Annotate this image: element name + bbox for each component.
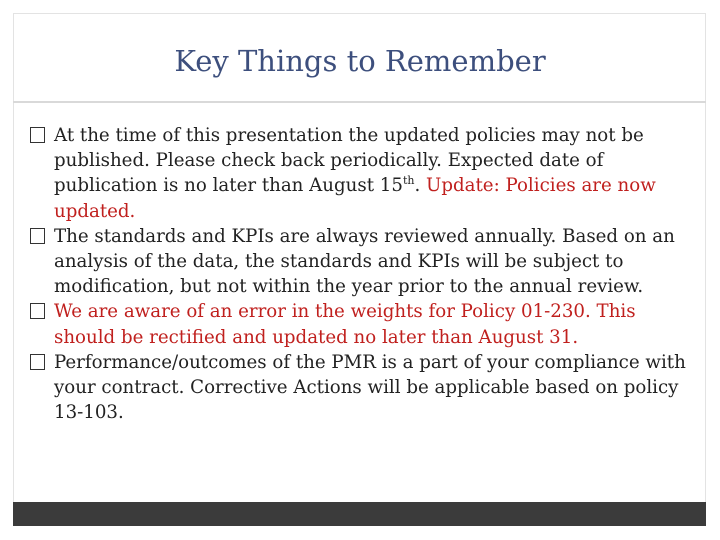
ordinal-suffix: th [402,174,415,188]
hollow-square-bullet-icon [30,303,45,319]
bullet-item-annual-review [30,224,695,300]
bullet-item-pmr-performance [30,350,695,426]
bullet-text: Performance/outcomes of the PMR is a part of your compliance with your contract. Corrective Actions will be applicable based on policy 13-103. [54,351,686,424]
footer-bar [13,502,706,526]
hollow-square-bullet-icon [30,354,45,370]
hollow-square-bullet-icon [30,228,45,244]
bullet-list [30,123,695,425]
bullet-text: At the time of this presentation the updated policies may not be published. Please check back periodically. Expected date of publication is no later than August 15 [54,125,644,197]
bullet-item-weights-error [30,299,695,349]
update-note-red: Update: Policies are now updated. [54,175,656,222]
slide-title: Key Things to Remember [174,44,546,78]
bullet-item-policies-update [30,123,695,224]
hollow-square-bullet-icon [30,127,45,143]
title-divider [13,101,706,103]
bullet-text: The standards and KPIs are always reviewed annually. Based on an analysis of the data, the standards and KPIs will be subject to modification, but not within the year prior to the annual review. [54,225,675,298]
weights-error-red: We are aware of an error in the weights for Policy 01-230. This should be rectified and updated no later than August 31. [54,301,636,348]
bullet-text-punctuation: . [414,175,427,197]
